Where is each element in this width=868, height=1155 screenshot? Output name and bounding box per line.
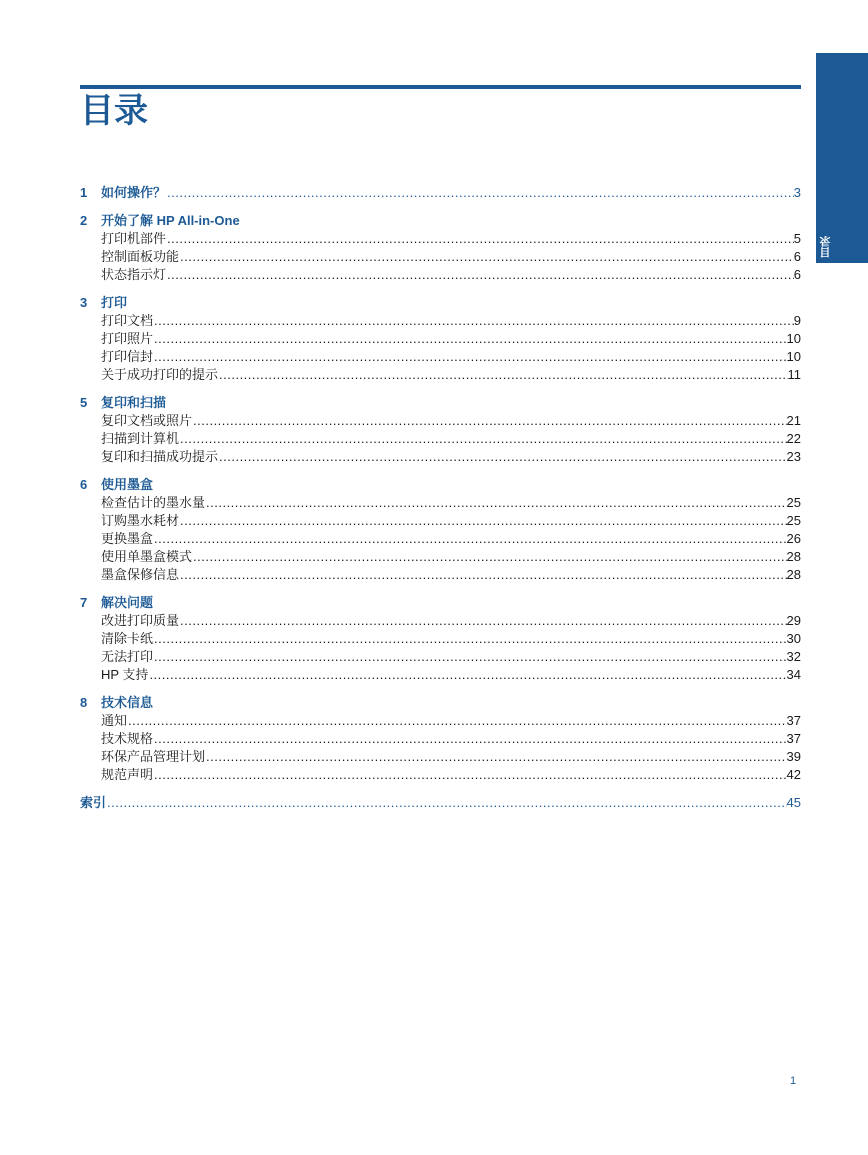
entry-page: 42 bbox=[786, 767, 801, 782]
entry-title: 技术信息 bbox=[101, 695, 154, 710]
entry-title: 复印和扫描 bbox=[101, 395, 167, 410]
leader-dots bbox=[149, 666, 786, 684]
toc-entry[interactable] bbox=[80, 648, 801, 666]
leader-dots bbox=[193, 548, 787, 566]
entry-page: 25 bbox=[786, 495, 801, 510]
entry-title: 如何操作？ bbox=[101, 185, 167, 200]
entry-page: 37 bbox=[786, 713, 801, 728]
toc-entry[interactable] bbox=[80, 548, 801, 566]
toc-entry[interactable] bbox=[80, 248, 801, 266]
chapter-number: 3 bbox=[80, 295, 88, 310]
toc-entry[interactable] bbox=[80, 330, 801, 348]
chapter-heading[interactable] bbox=[80, 212, 801, 230]
entry-title: 复印和扫描成功提示 bbox=[101, 449, 219, 464]
chapter-heading[interactable] bbox=[80, 476, 801, 494]
chapter-number: 1 bbox=[80, 185, 88, 200]
leader-dots bbox=[206, 748, 787, 766]
leader-dots bbox=[180, 430, 787, 448]
entry-page: 45 bbox=[786, 795, 801, 810]
entry-page: 32 bbox=[786, 649, 801, 664]
entry-title: 打印照片 bbox=[101, 331, 154, 346]
entry-page: 6 bbox=[793, 249, 801, 264]
leader-dots bbox=[167, 230, 794, 248]
entry-page: 22 bbox=[786, 431, 801, 446]
toc-entry[interactable] bbox=[80, 266, 801, 284]
leader-dots bbox=[180, 248, 794, 266]
toc-chapter bbox=[80, 694, 801, 784]
entry-page: 28 bbox=[786, 567, 801, 582]
entry-title: 打印机部件 bbox=[101, 231, 167, 246]
entry-title: 使用墨盒 bbox=[101, 477, 154, 492]
toc-entry[interactable] bbox=[80, 530, 801, 548]
title-rule bbox=[80, 85, 801, 89]
entry-page: 11 bbox=[787, 367, 801, 382]
entry-page: 39 bbox=[786, 749, 801, 764]
entry-title: 技术规格 bbox=[101, 731, 154, 746]
entry-title: 索引 bbox=[80, 795, 107, 810]
leader-dots bbox=[154, 730, 787, 748]
leader-dots bbox=[154, 330, 787, 348]
leader-dots bbox=[154, 630, 787, 648]
entry-title: 规范声明 bbox=[101, 767, 154, 782]
entry-page: 10 bbox=[786, 331, 801, 346]
entry-page: 23 bbox=[786, 449, 801, 464]
leader-dots bbox=[167, 266, 794, 284]
entry-title: 使用单墨盒模式 bbox=[101, 549, 193, 564]
entry-title: 复印文档或照片 bbox=[101, 413, 193, 428]
chapter-heading[interactable] bbox=[80, 694, 801, 712]
toc-chapter bbox=[80, 394, 801, 466]
leader-dots bbox=[154, 648, 787, 666]
leader-dots bbox=[107, 794, 787, 812]
entry-title: 通知 bbox=[101, 713, 128, 728]
toc-entry[interactable] bbox=[80, 730, 801, 748]
toc-chapter bbox=[80, 294, 801, 384]
index-entry[interactable] bbox=[80, 794, 801, 812]
toc-entry[interactable] bbox=[80, 748, 801, 766]
toc-entry[interactable] bbox=[80, 666, 801, 684]
table-of-contents bbox=[80, 184, 801, 812]
leader-dots bbox=[154, 312, 794, 330]
toc-entry[interactable] bbox=[80, 630, 801, 648]
toc-chapter bbox=[80, 212, 801, 284]
entry-title: 打印信封 bbox=[101, 349, 154, 364]
chapter-heading[interactable] bbox=[80, 594, 801, 612]
entry-title: 控制面板功能 bbox=[101, 249, 180, 264]
leader-dots bbox=[167, 184, 794, 202]
toc-entry[interactable] bbox=[80, 512, 801, 530]
toc-entry[interactable] bbox=[80, 430, 801, 448]
leader-dots bbox=[219, 366, 787, 384]
entry-title: 更换墨盒 bbox=[101, 531, 154, 546]
entry-page: 10 bbox=[786, 349, 801, 364]
toc-chapter bbox=[80, 476, 801, 584]
entry-title: 打印 bbox=[101, 295, 128, 310]
leader-dots bbox=[193, 412, 787, 430]
entry-page: 37 bbox=[786, 731, 801, 746]
toc-chapter bbox=[80, 594, 801, 684]
entry-title: 关于成功打印的提示 bbox=[101, 367, 219, 382]
toc-entry[interactable] bbox=[80, 766, 801, 784]
entry-page: 28 bbox=[786, 549, 801, 564]
toc-entry[interactable] bbox=[80, 448, 801, 466]
entry-title: 打印文档 bbox=[101, 313, 154, 328]
entry-title: 扫描到计算机 bbox=[101, 431, 180, 446]
leader-dots bbox=[180, 612, 787, 630]
chapter-number: 7 bbox=[80, 595, 88, 610]
leader-dots bbox=[154, 766, 787, 784]
entry-page: 21 bbox=[786, 413, 801, 428]
entry-page: 30 bbox=[786, 631, 801, 646]
entry-title: 检查估计的墨水量 bbox=[101, 495, 206, 510]
entry-page: 3 bbox=[793, 185, 801, 200]
chapter-heading[interactable] bbox=[80, 394, 801, 412]
entry-title: HP 支持 bbox=[101, 667, 149, 682]
entry-page: 26 bbox=[786, 531, 801, 546]
page-number: 1 bbox=[790, 1075, 797, 1087]
entry-title: 状态指示灯 bbox=[101, 267, 167, 282]
entry-title: 无法打印 bbox=[101, 649, 154, 664]
entry-page: 6 bbox=[793, 267, 801, 282]
toc-entry[interactable] bbox=[80, 712, 801, 730]
toc-entry[interactable] bbox=[80, 612, 801, 630]
leader-dots bbox=[219, 448, 787, 466]
entry-page: 5 bbox=[793, 231, 801, 246]
entry-title: 订购墨水耗材 bbox=[101, 513, 180, 528]
toc-entry[interactable] bbox=[80, 412, 801, 430]
entry-title: 墨盒保修信息 bbox=[101, 567, 180, 582]
toc-entry[interactable] bbox=[80, 230, 801, 248]
leader-dots bbox=[206, 494, 787, 512]
page-title: 目录 bbox=[80, 92, 148, 130]
entry-title: 环保产品管理计划 bbox=[101, 749, 206, 764]
chapter-number: 6 bbox=[80, 477, 88, 492]
toc-entry[interactable] bbox=[80, 312, 801, 330]
chapter-number: 5 bbox=[80, 395, 88, 410]
entry-page: 9 bbox=[793, 313, 801, 328]
toc-entry[interactable] bbox=[80, 494, 801, 512]
entry-title: 清除卡纸 bbox=[101, 631, 154, 646]
toc-chapter bbox=[80, 184, 801, 202]
leader-dots bbox=[128, 712, 787, 730]
entry-title: 改进打印质量 bbox=[101, 613, 180, 628]
leader-dots bbox=[180, 512, 787, 530]
toc-entry[interactable] bbox=[80, 366, 801, 384]
entry-title: 解决问题 bbox=[101, 595, 154, 610]
chapter-heading[interactable] bbox=[80, 294, 801, 312]
side-tab bbox=[816, 53, 868, 263]
chapter-number: 8 bbox=[80, 695, 88, 710]
chapter-number: 2 bbox=[80, 213, 88, 228]
leader-dots bbox=[154, 530, 787, 548]
entry-title: 开始了解 HP All-in-One bbox=[101, 213, 240, 228]
entry-page: 25 bbox=[786, 513, 801, 528]
toc-entry[interactable] bbox=[80, 566, 801, 584]
leader-dots bbox=[180, 566, 787, 584]
chapter-heading[interactable] bbox=[80, 184, 801, 202]
leader-dots bbox=[154, 348, 787, 366]
entry-page: 29 bbox=[786, 613, 801, 628]
toc-entry[interactable] bbox=[80, 348, 801, 366]
entry-page: 34 bbox=[786, 667, 801, 682]
side-tab-label: 目录 bbox=[820, 236, 832, 258]
